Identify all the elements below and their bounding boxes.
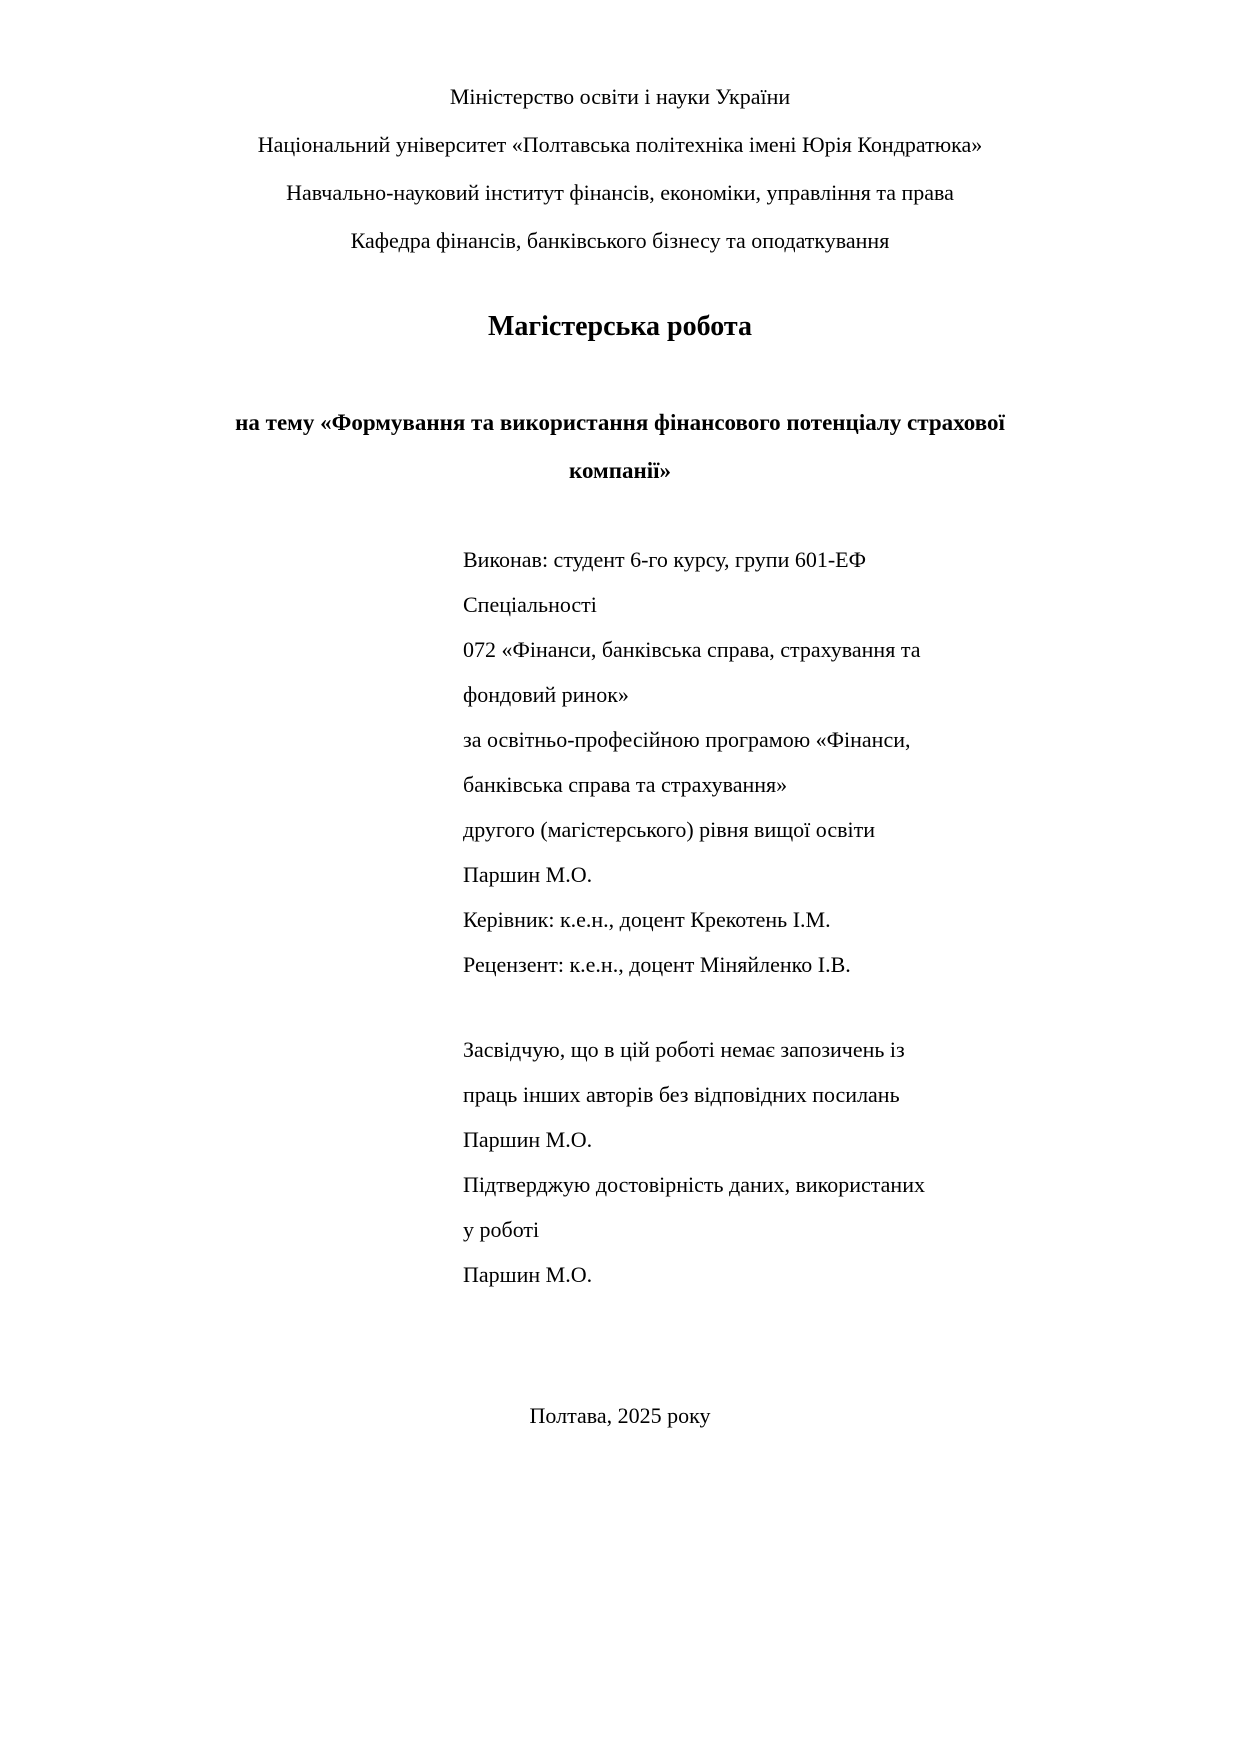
author-details-block bbox=[463, 537, 1240, 987]
attestation-line-signature: Паршин М.О. bbox=[463, 1127, 593, 1152]
attestation-line-no-borrowings-cont: праць інших авторів без відповідних посилань bbox=[463, 1082, 900, 1107]
details-line-program-cont: банківська справа та страхування» bbox=[463, 772, 788, 797]
details-line-executor: Виконав: студент 6-го курсу, групи 601-ЕФ bbox=[463, 547, 866, 572]
details-line-reviewer: Рецензент: к.е.н., доцент Міняйленко І.В. bbox=[463, 952, 851, 977]
attestation-line-no-borrowings: Засвідчую, що в цій роботі немає запозичень із bbox=[463, 1037, 905, 1062]
details-line-supervisor: Керівник: к.е.н., доцент Крекотень І.М. bbox=[463, 907, 831, 932]
details-line-degree-level: другого (магістерського) рівня вищої освіти bbox=[463, 817, 875, 842]
header-line-ministry: Міністерство освіти і науки України bbox=[449, 84, 791, 109]
details-line-author-name: Паршин М.О. bbox=[463, 862, 593, 887]
thesis-title: Магістерська робота bbox=[488, 311, 752, 342]
thesis-topic-line: на тему «Формування та використання фінансового потенціалу страхової bbox=[235, 410, 1005, 435]
footer-place-year: Полтава, 2025 року bbox=[529, 1403, 711, 1428]
attestation-line-data-accuracy-cont: у роботі bbox=[463, 1217, 540, 1242]
attestation-block bbox=[463, 1027, 1240, 1297]
attestation-line-signature: Паршин М.О. bbox=[463, 1262, 593, 1287]
header-line-university: Національний університет «Полтавська політехніка імені Юрія Кондратюка» bbox=[257, 132, 983, 157]
header-line-department: Кафедра фінансів, банківського бізнесу та оподаткування bbox=[350, 228, 890, 253]
thesis-topic bbox=[0, 399, 1240, 495]
details-line-specialty-code-cont: фондовий ринок» bbox=[463, 682, 629, 707]
details-line-program: за освітньо-професійною програмою «Фінанси, bbox=[463, 727, 911, 752]
header-line-institute: Навчально-науковий інститут фінансів, економіки, управління та права bbox=[286, 180, 954, 205]
details-line-specialty-label: Спеціальності bbox=[463, 592, 597, 617]
attestation-line-data-accuracy: Підтверджую достовірність даних, використаних bbox=[463, 1172, 925, 1197]
thesis-topic-line: компанії» bbox=[569, 458, 671, 483]
document-header bbox=[0, 73, 1240, 265]
details-line-specialty-code: 072 «Фінанси, банківська справа, страхування та bbox=[463, 637, 921, 662]
